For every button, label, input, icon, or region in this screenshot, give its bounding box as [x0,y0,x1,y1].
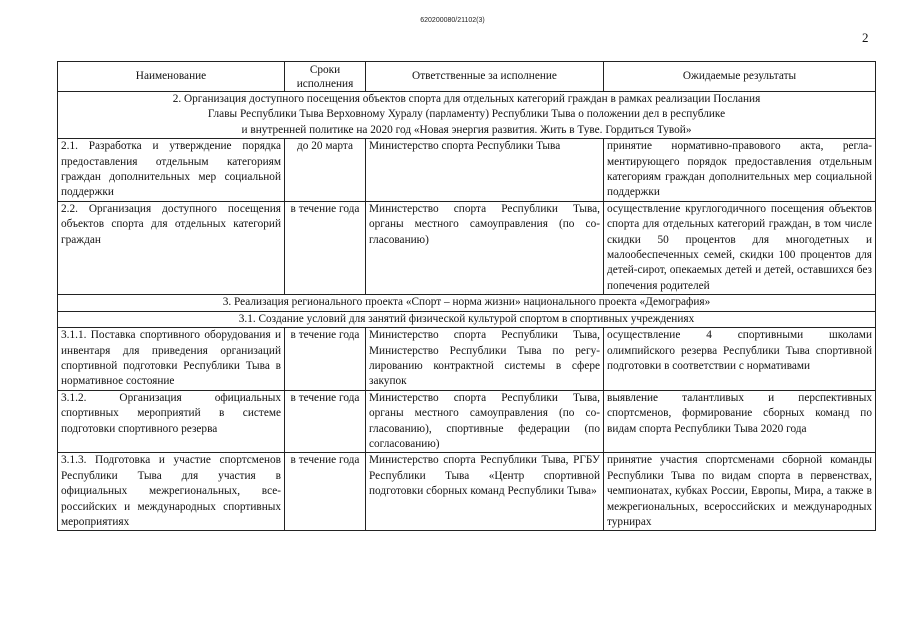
header-name: Наименование [58,62,285,92]
row-name: 2.1. Разработка и утверждение порядка предоставления отдельным категориям граждан дополнительных мер социальной поддержки [58,139,285,202]
row-results: осуществление круглогодичного посещения объектов спорта для отдельных категорий граждан, в том числе скидки 50 процентов для многодетных и малообеспеченных семей, скидки 100 процентов для детей-сирот, опекаемых детей и детей, оставшихся без попечения родителей [604,201,876,294]
row-results: выявление талантливых и перспективных спортсменов, формирование сборных команд по видам спорта Республики Тыва 2020 года [604,390,876,453]
section-3-1-heading: 3.1. Создание условий для занятий физической культурой спортом в спортивных учреждениях [58,311,876,327]
header-results: Ожидаемые результаты [604,62,876,92]
table-row [58,390,876,453]
section-2-line-3: и внутренней политике на 2020 год «Новая энергия развития. Жить в Туве. Гордиться Тувой» [241,123,692,136]
row-results: осуществление 4 спортивными школами олимпийского резерва Республики Тыва спортивной подготовки в соответствии с нормативами [604,328,876,391]
row-results: принятие участия спортсменами сборной команды Республики Тыва по видам спорта в первенствах, чемпионатах, кубках России, Европы, Мира, а также в межрегиональных, всероссийских и международных турнирах [604,453,876,531]
table-header-row [58,62,876,92]
table-row [58,453,876,531]
header-responsible: Ответственные за исполнение [366,62,604,92]
header-deadline: Сроки исполнения [285,62,366,92]
page-number: 2 [862,30,869,45]
row-name: 2.2. Организация доступного посещения объектов спорта для отдельных категорий граждан [58,201,285,294]
row-responsible: Министерство спорта Республики Тыва, органы местного самоуправления (по согласованию) [366,201,604,294]
row-deadline: в течение года [285,390,366,453]
section-2-heading [58,92,876,139]
table-row [58,201,876,294]
action-plan-table [57,61,876,531]
row-deadline: в течение года [285,328,366,391]
row-name: 3.1.1. Поставка спортивного оборудования и инвентаря для приведения организаций спортивной подготовки Республики Тыва в нормативное состояние [58,328,285,391]
table-row [58,328,876,391]
row-name: 3.1.2. Организация официальных спортивных мероприятий в системе подготовки спортивного резерва [58,390,285,453]
table-row [58,139,876,202]
row-name: 3.1.3. Подготовка и участие спортсменов Республики Тыва для участия в официальных межрегиональных, всероссийских и международных спортивных мероприятиях [58,453,285,531]
section-2-row [58,92,876,139]
row-deadline: до 20 марта [285,139,366,202]
section-2-line-1: 2. Организация доступного посещения объектов спорта для отдельных категорий граждан в рамках реализации Послания [172,93,761,105]
row-responsible: Министерство спорта Республики Тыва, органы местного самоуправления (по согласованию), спортивные федерации (по согласованию) [366,390,604,453]
row-deadline: в течение года [285,453,366,531]
document-id: 620200080/21102(3) [420,17,485,24]
section-3-row [58,295,876,311]
row-results: принятие нормативно-правового акта, регламентирующего порядок предоставления отдельным категориям граждан дополнительных мер социальной поддержки [604,139,876,202]
row-deadline: в течение года [285,201,366,294]
row-responsible: Министерство спорта Республики Тыва, Министерство Республики Тыва по регулированию контрактной системы в сфере закупок [366,328,604,391]
section-3-1-row [58,311,876,327]
section-2-line-2: Главы Республики Тыва Верховному Хуралу (парламенту) Республики Тыва о положении дел в республике [207,108,726,121]
row-responsible: Министерство спорта Республики Тыва [366,139,604,202]
section-3-heading: 3. Реализация регионального проекта «Спорт – норма жизни» национального проекта «Демография» [58,295,876,311]
row-responsible: Министерство спорта Республики Тыва, РГБУ Республики Тыва «Центр спортивной подготовки сборных команд Республики Тыва» [366,453,604,531]
